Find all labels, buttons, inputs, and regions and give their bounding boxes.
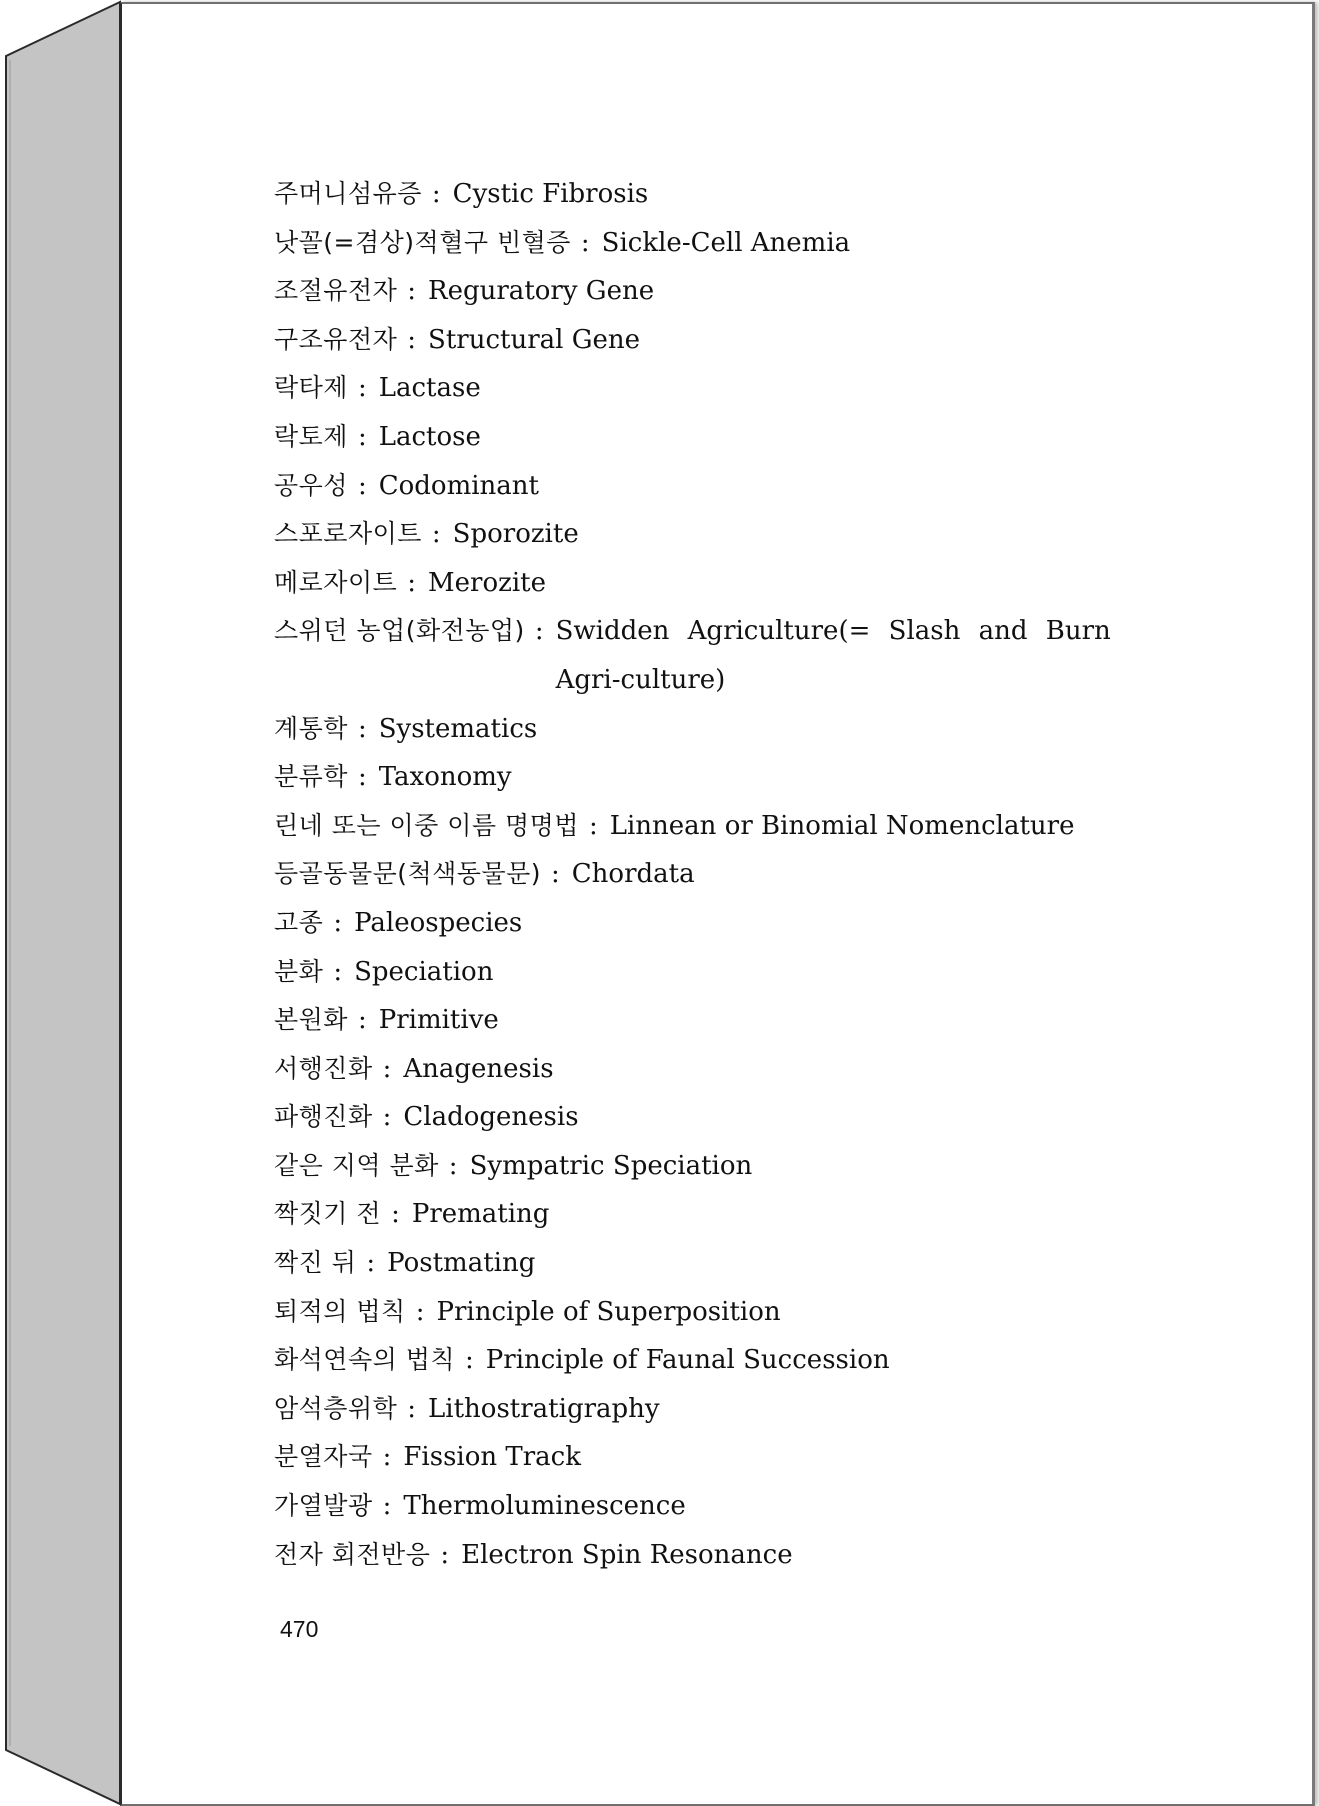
glossary-entry bbox=[274, 850, 1194, 899]
separator: : bbox=[382, 1442, 392, 1473]
korean-term: 스포로자이트 bbox=[274, 519, 422, 549]
glossary-entry bbox=[274, 1093, 1194, 1142]
separator: : bbox=[357, 713, 367, 744]
glossary-entry bbox=[274, 705, 1194, 754]
glossary-entry bbox=[274, 559, 1194, 608]
separator: : bbox=[357, 373, 367, 404]
korean-term: 분화 bbox=[274, 956, 324, 986]
separator: : bbox=[465, 1345, 474, 1376]
korean-term: 조절유전자 bbox=[274, 276, 398, 306]
korean-term: 계통학 bbox=[274, 713, 348, 743]
separator: : bbox=[415, 1296, 425, 1327]
english-term: Paleospecies bbox=[354, 907, 523, 938]
separator: : bbox=[407, 324, 417, 355]
english-term: Sporozite bbox=[452, 519, 579, 550]
separator: : bbox=[407, 1393, 417, 1424]
separator: : bbox=[382, 1102, 392, 1133]
korean-term: 낫꼴(=겸상)적혈구 빈혈증 bbox=[274, 227, 571, 257]
glossary-entry bbox=[274, 1142, 1194, 1191]
glossary-entry bbox=[274, 1045, 1194, 1094]
separator: : bbox=[407, 276, 417, 307]
glossary-list bbox=[274, 170, 1194, 1579]
korean-term: 서행진화 bbox=[274, 1053, 373, 1083]
english-term: Sickle-Cell Anemia bbox=[601, 227, 851, 258]
book-spine bbox=[0, 0, 122, 1806]
english-term: Sympatric Speciation bbox=[469, 1150, 753, 1181]
korean-term: 락토제 bbox=[274, 421, 348, 451]
separator: : bbox=[407, 567, 417, 598]
separator: : bbox=[333, 907, 343, 938]
english-term: Swidden Agriculture(= Slash and Burn Agri-culture) bbox=[555, 616, 1111, 695]
english-term: Chordata bbox=[571, 859, 695, 890]
english-term: Reguratory Gene bbox=[428, 276, 655, 307]
glossary-entry bbox=[274, 802, 1194, 851]
english-term: Lactase bbox=[378, 373, 481, 404]
separator: : bbox=[366, 1248, 376, 1279]
korean-term: 퇴적의 법칙 bbox=[274, 1296, 406, 1326]
glossary-entry bbox=[274, 170, 1194, 219]
english-term: Lithostratigraphy bbox=[428, 1393, 660, 1424]
separator: : bbox=[580, 227, 590, 258]
separator: : bbox=[448, 1150, 458, 1181]
glossary-entry bbox=[274, 219, 1194, 268]
english-term: Cystic Fibrosis bbox=[452, 179, 649, 209]
glossary-entry bbox=[274, 267, 1194, 316]
glossary-entry bbox=[274, 316, 1194, 365]
english-term: Principle of Superposition bbox=[436, 1296, 781, 1327]
english-term: Fission Track bbox=[403, 1442, 581, 1473]
separator: : bbox=[357, 762, 367, 793]
glossary-entry bbox=[274, 948, 1194, 997]
korean-term: 전자 회전반응 bbox=[274, 1539, 431, 1569]
separator: : bbox=[357, 1005, 367, 1036]
korean-term: 본원화 bbox=[274, 1005, 348, 1035]
glossary-entry bbox=[274, 753, 1194, 802]
separator: : bbox=[357, 421, 367, 452]
glossary-entry bbox=[274, 1190, 1194, 1239]
glossary-entry bbox=[274, 510, 1194, 559]
separator: : bbox=[431, 179, 441, 209]
korean-term: 고종 bbox=[274, 907, 324, 937]
korean-term: 가열발광 bbox=[274, 1491, 373, 1521]
english-term: Linnean or Binomial Nomenclature bbox=[609, 810, 1075, 841]
english-term: Speciation bbox=[354, 956, 494, 987]
korean-term: 짝짓기 전 bbox=[274, 1199, 382, 1229]
korean-term: 린네 또는 이중 이름 명명법 bbox=[274, 810, 579, 840]
glossary-entry bbox=[274, 1531, 1194, 1580]
korean-term: 등골동물문(척색동물문) bbox=[274, 859, 542, 889]
separator: : bbox=[333, 956, 343, 987]
glossary-entry bbox=[274, 462, 1194, 511]
separator: : bbox=[391, 1199, 400, 1230]
separator: : bbox=[440, 1539, 450, 1570]
english-term: Primitive bbox=[378, 1005, 499, 1036]
english-term: Cladogenesis bbox=[403, 1102, 579, 1133]
english-term: Taxonomy bbox=[378, 762, 512, 793]
korean-term: 짝진 뒤 bbox=[274, 1248, 357, 1278]
korean-term: 공우성 bbox=[274, 470, 348, 500]
separator: : bbox=[382, 1491, 392, 1522]
glossary-entry bbox=[274, 1288, 1194, 1337]
english-term: Codominant bbox=[378, 470, 539, 501]
korean-term: 메로자이트 bbox=[274, 567, 398, 597]
separator: : bbox=[357, 470, 367, 501]
korean-term: 주머니섬유증 bbox=[274, 179, 422, 208]
korean-term: 분류학 bbox=[274, 762, 348, 792]
glossary-entry bbox=[274, 996, 1194, 1045]
korean-term: 암석층위학 bbox=[274, 1393, 398, 1423]
english-term: Principle of Faunal Succession bbox=[485, 1345, 890, 1376]
separator: : bbox=[431, 519, 441, 550]
korean-term: 화석연속의 법칙 bbox=[274, 1345, 455, 1375]
glossary-entry bbox=[274, 1433, 1194, 1482]
separator: : bbox=[534, 616, 544, 647]
korean-term: 구조유전자 bbox=[274, 324, 398, 354]
korean-term: 락타제 bbox=[274, 373, 348, 403]
korean-term: 같은 지역 분화 bbox=[274, 1150, 439, 1180]
english-term: Structural Gene bbox=[428, 324, 641, 355]
korean-term: 스위던 농업(화전농업) bbox=[274, 616, 525, 646]
glossary-entry bbox=[274, 413, 1194, 462]
korean-term: 파행진화 bbox=[274, 1102, 373, 1132]
glossary-entry bbox=[274, 1385, 1194, 1434]
page-number: 470 bbox=[280, 1616, 319, 1642]
korean-term: 분열자국 bbox=[274, 1442, 373, 1472]
english-term: Premating bbox=[411, 1199, 550, 1230]
glossary-entry bbox=[274, 899, 1194, 948]
separator: : bbox=[382, 1053, 392, 1084]
english-term: Lactose bbox=[378, 421, 481, 452]
separator: : bbox=[551, 859, 560, 890]
english-term: Anagenesis bbox=[403, 1053, 554, 1084]
english-term: Thermoluminescence bbox=[403, 1491, 686, 1522]
english-term: Systematics bbox=[378, 713, 538, 744]
english-term: Merozite bbox=[428, 567, 546, 598]
separator: : bbox=[588, 810, 598, 841]
glossary-entry bbox=[274, 1239, 1194, 1288]
english-term: Electron Spin Resonance bbox=[461, 1539, 793, 1570]
glossary-entry bbox=[274, 364, 1194, 413]
glossary-entry bbox=[274, 1336, 1194, 1385]
glossary-entry bbox=[274, 1482, 1194, 1531]
glossary-entry bbox=[274, 607, 1194, 704]
english-term: Postmating bbox=[387, 1248, 536, 1279]
